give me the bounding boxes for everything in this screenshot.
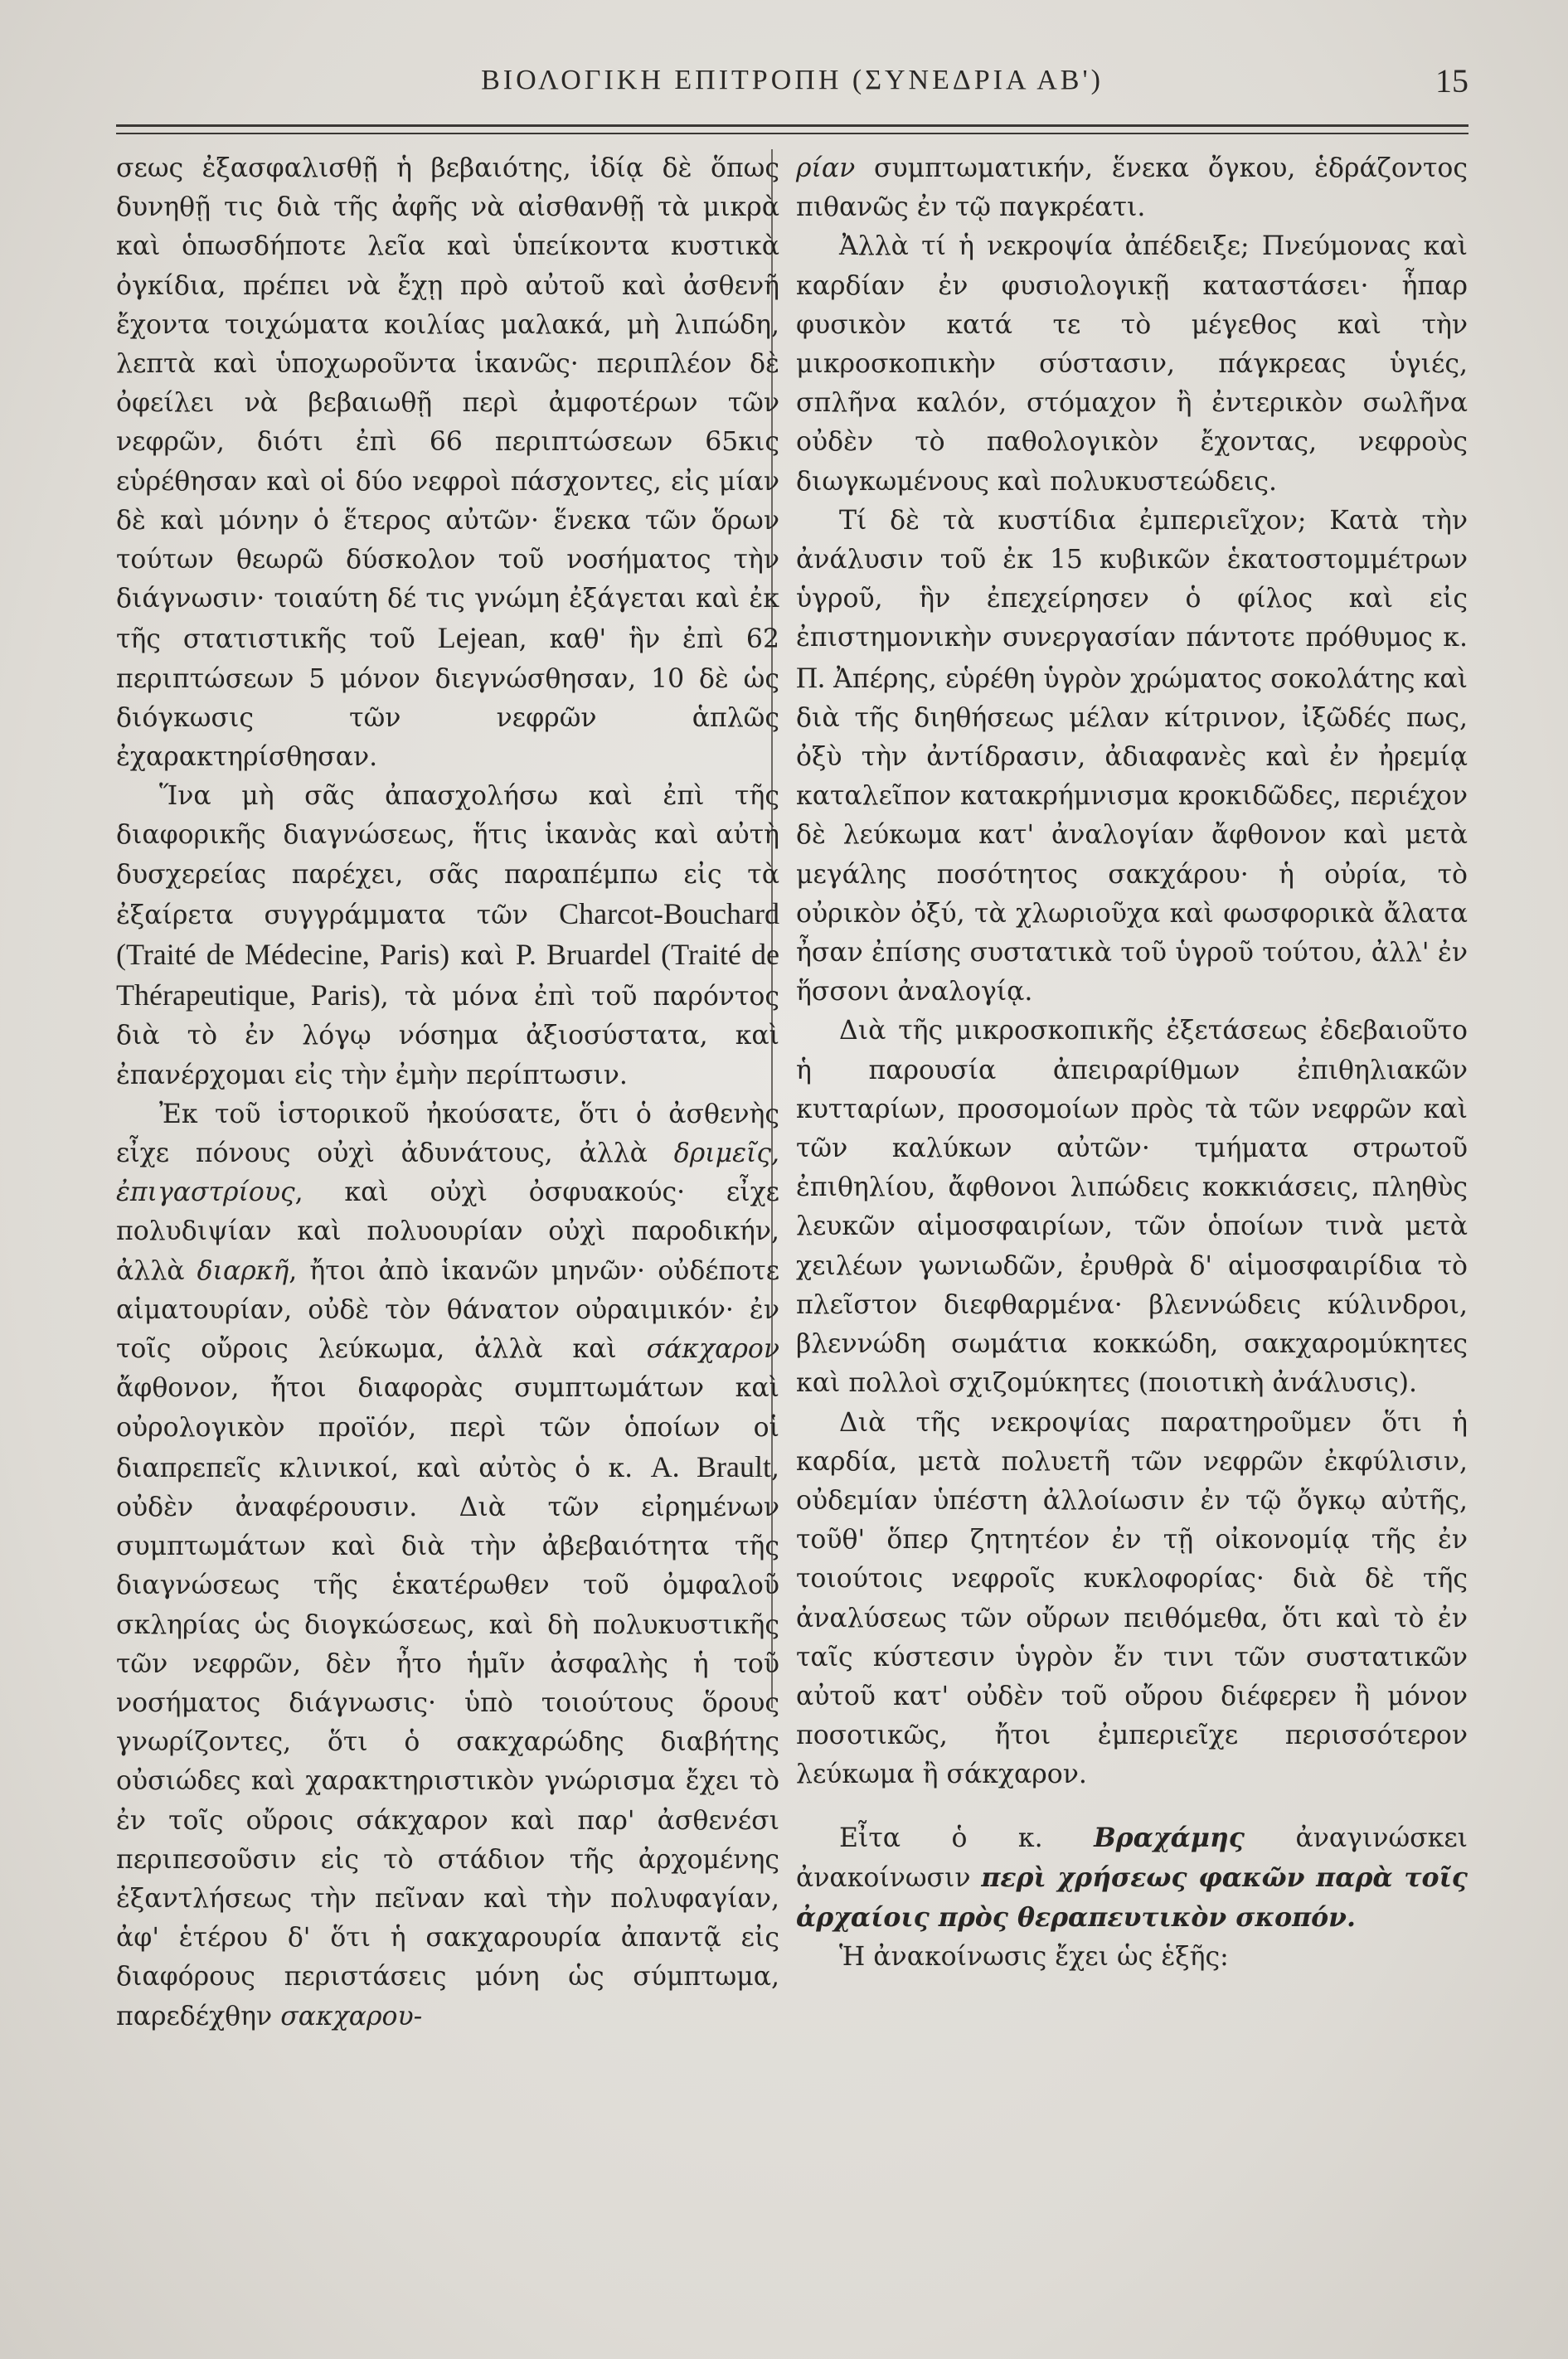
paragraph: Διὰ τῆς μικροσκοπικῆς ἐξετάσεως ἐδεβαιοῦτο ἡ παρουσία ἀπειραρίθμων ἐπιθηλιακῶν κυτταρίων, προσομοίων πρὸς τὰ τῶν νεφρῶν καὶ τῶν καλύκων αὐτῶν· τμήματα στρωτοῦ ἐπιθηλίου, ἄφθονοι λιπώδεις κοκκιάσεις, πληθὺς λευκῶν αἱμοσφαιρίων, τῶν ὁποίων τινὰ μετὰ χειλέων γωνιωδῶν, ἐρυθρὰ δ' αἱμοσφαιρίδια τὸ πλεῖστον διεφθαρμένα· βλεννώδεις κύλινδροι, βλεννώδη σωμάτια κοκκώδη, σακχαρομύκητες καὶ πολλοὶ σχιζομύκητες (ποιοτικὴ ἀνάλυσις). (796, 1016, 1468, 1399)
text-run: , οὐδὲν ἀναφέρουσιν. Διὰ τῶν εἰρημένων συμπτωμάτων καὶ διὰ τὴν ἀβεβαιότητα τῆς διαγνώσεως τῆς ἑκατέρωθεν τοῦ ὀμφαλοῦ σκληρίας ὡς διογκώσεως, καὶ δὴ πολυκυστικῆς τῶν νεφρῶν, δὲν ἦτο ἡμῖν ἀσφαλὴς ἡ τοῦ νοσήματος διάγνωσις· ὑπὸ τοιούτους ὅρους γνωρίζοντες, ὅτι ὁ σακχαρώδης διαβήτης οὐσιώδες καὶ χαρακτηριστικὸν γνώρισμα ἔχει τὸ ἐν τοῖς οὔροις σάκχαρον καὶ παρ' ἀσθενέσι περιπεσοῦσιν εἰς τὸ στάδιον τῆς ἀρχομένης ἐξαντλήσεως τὴν πεῖναν καὶ τὴν πολυφαγίαν, ἀφ' ἑτέρου δ' ὅτι ἡ σακχαρουρία ἀπαντᾷ εἰς διαφόρους περιστάσεις μόνη ὡς σύμπτωμα, παρεδέχθην (116, 1453, 780, 2031)
text-run: , τὰ μόνα ἐπὶ τοῦ παρόντος διὰ τὸ ἐν λόγῳ νόσημα ἀξιοσύστατα, καὶ ἐπανέρχομαι εἰς τὴν ἐμὴν περίπτωσιν. (116, 982, 779, 1090)
text-run: Εἶτα ὁ κ. (839, 1823, 1043, 1853)
text-run: , καθ' ἣν ἐπὶ 62 περιπτώσεων 5 μόνον διεγνώσθησαν, 10 δὲ ὡς διόγκωσις τῶν νεφρῶν ἁπλῶς ἐχαρακτηρίσθησαν. (116, 624, 779, 773)
text-run: σεως ἐξασφαλισθῇ ἡ βεβαιότης, ἰδίᾳ δὲ ὅπως δυνηθῇ τις διὰ τῆς ἀφῆς νὰ αἰσθανθῇ τὰ μικρὰ καὶ ὁπωσδήποτε λεῖα καὶ ὑπείκοντα κυστικὰ ὀγκίδια, πρέπει νὰ ἔχῃ πρὸ αὐτοῦ καὶ ἀσθενῆ ἔχοντα τοιχώματα κοιλίας μαλακά, μὴ λιπώδη, λεπτὰ καὶ ὑποχωροῦντα ἱκανῶς· περιπλέον δὲ ὀφείλει νὰ βεβαιωθῇ περὶ ἀμφοτέρων τῶν νεφρῶν, διότι ἐπὶ 66 περιπτώσεων 65κις εὑρέθησαν καὶ οἱ δύο νεφροὶ πάσχοντες, εἰς μίαν δὲ καὶ μόνην ὁ ἕτερος αὐτῶν· ἕνεκα τῶν ὅρων τούτων θεωρῶ δύσκολον τοῦ νοσήματος τὴν διάγνωσιν· τοιαύτη δέ τις γνώμη ἐξάγεται καὶ ἐκ τῆς στατιστικῆς τοῦ (116, 153, 779, 655)
italic-term: διαρκῆ (197, 1255, 289, 1286)
page-number: 15 (1435, 62, 1468, 100)
latin-name: A. Brault (650, 1449, 771, 1483)
page-header (116, 58, 1468, 108)
text-run: Ἐκ τοῦ ἱστορικοῦ ἠκούσατε, ὅτι ὁ ἀσθενὴς εἶχε πόνους οὐχὶ ἀδυνάτους, ἀλλὰ (116, 1099, 779, 1169)
latin-name: Lejean (437, 621, 519, 655)
text-run: συμπτωματικήν, ἕνεκα ὄγκου, ἑδράζοντος πιθανῶς ἐν τῷ παγκρέατι. (796, 153, 1468, 223)
text-run: Τί δὲ τὰ κυστίδια ἐμπεριεῖχον; Κατὰ τὴν ἀνάλυσιν τοῦ ἐκ 15 κυβικῶν ἑκατοστομμέτρων ὑγροῦ, ἣν ἐπεχείρησεν ὁ φίλος καὶ εἰς ἐπιστημονικὴν συνεργασίαν πάντοτε πρόθυμος κ. (796, 505, 1468, 653)
paragraph (796, 1818, 1468, 1939)
text-run: , καὶ οὐχὶ ὀσφυακούς· εἶχε πολυδιψίαν καὶ πολυουρίαν οὐχὶ παροδικήν, ἀλλὰ (116, 1177, 779, 1286)
italic-term: ρίαν (796, 153, 856, 183)
paragraph-gap (796, 1795, 1468, 1818)
text-run: Ἵνα μὴ σᾶς ἀπασχολήσω καὶ ἐπὶ τῆς διαφορικῆς διαγνώσεως, ἥτις ἱκανὰς καὶ αὐτὴ δυσχερείας παρέχει, σᾶς παραπέμπω εἰς τὰ ἐξαίρετα συγγράμματα τῶν (116, 781, 779, 930)
paragraph (116, 149, 779, 777)
paragraph (116, 777, 779, 1095)
running-title: ΒΙΟΛΟΓΙΚΗ ΕΠΙΤΡΟΠΗ (ΣΥΝΕΔΡΙΑ ΑΒ') (481, 65, 1104, 95)
text-run: Ἀπέρης, εὑρέθη ὑγρὸν χρώματος σοκολάτης καὶ διὰ τῆς διηθήσεως μέλαν κίτρινον, ἰξῶδές πως, ὀξὺ τὴν ἀντίδρασιν, ἀδιαφανὲς καὶ ἐν ἠρεμίᾳ καταλεῖπον κατακρήμνισμα κροκιδῶδες, περιέχον δὲ λεύκωμα κατ' ἀναλογίαν ἄφθονον καὶ μετὰ μεγάλης ποσότητος σακχάρου· ἡ οὐρία, τὸ οὐρικὸν ὀξύ, τὰ χλωριοῦχα καὶ φωσφορικὰ ἄλατα ἦσαν ἐπίσης συστατικὰ τοῦ ὑγροῦ τούτου, ἀλλ' ἐν ἥσσονι ἀναλογίᾳ. (796, 663, 1468, 1007)
paragraph: Ἀλλὰ τί ἡ νεκροψία ἀπέδειξε; Πνεύμονας καὶ καρδίαν ἐν φυσιολογικῇ καταστάσει· ἧπαρ φυσικὸν κατά τε τὸ μέγεθος καὶ τὴν μικροσκοπικὴν σύστασιν, πάγκρεας ὑγιές, σπλῆνα καλόν, στόμαχον ἢ ἐντερικὸν σωλῆνα οὐδὲν τὸ παθολογικὸν ἔχοντας, νεφροὺς διωγκωμένους καὶ πολυκυστεώδεις. (796, 231, 1468, 497)
italic-term: δριμεῖς, ἐπιγαστρίους (116, 1138, 779, 1208)
paragraph: Ἡ ἀνακοίνωσις ἔχει ὡς ἑξῆς: (839, 1942, 1229, 1973)
paragraph (796, 502, 1468, 1012)
paragraph (796, 149, 1468, 227)
speaker-name: Βραχάμης (1094, 1822, 1245, 1853)
header-rule-top (116, 124, 1468, 127)
text-run: ἀναγινώσκει ἀνακοίνωσιν (796, 1823, 1468, 1893)
communication-title: περὶ χρήσεως φακῶν παρὰ τοῖς ἀρχαίοις πρὸς θεραπευτικὸν σκοπόν. (796, 1861, 1468, 1933)
paragraph: Διὰ τῆς νεκροψίας παρατηροῦμεν ὅτι ἡ καρδία, μετὰ πολυετῆ τῶν νεφρῶν ἐκφύλισιν, οὐδεμίαν ὑπέστη ἀλλοίωσιν ἐν τῷ ὄγκῳ αὐτῆς, τοῦθ' ὅπερ ζητητέον ἐν τῇ οἰκονομίᾳ τῆς ἐν τοιούτοις νεφροῖς κυκλοφορίας· διὰ δὲ τῆς ἀναλύσεως τῶν οὔρων πειθόμεθα, ὅτι καὶ τὸ ἐν ταῖς κύστεσιν ὑγρὸν ἔν τινι τῶν συστατικῶν αὐτοῦ κατ' οὐδὲν τοῦ οὔρου διέφερεν ἢ μόνον ποσοτικῶς, ἤτοι ἐμπεριεῖχε περισσότερον λεύκωμα ἢ σάκχαρον. (796, 1407, 1468, 1790)
paragraph (116, 1095, 779, 2036)
latin-citation: Charcot-Bouchard (Traité de Médecine, Paris) (116, 896, 779, 972)
text-run: ἄφθονον, ἤτοι διαφορὰς συμπτωμάτων καὶ οὐρολογικὸν προϊόν, περὶ τῶν ὁποίων οἱ διαπρεπεῖς κλινικοί, καὶ αὐτὸς ὁ κ. (116, 1373, 779, 1483)
text-run: , ἤτοι ἀπὸ ἱκανῶν μηνῶν· οὐδέποτε αἱματουρίαν, οὐδὲ τὸν θάνατον οὐραιμικόν· ἐν τοῖς οὔροις λεύκωμα, ἀλλὰ καὶ (116, 1255, 780, 1365)
left-column (116, 149, 779, 2036)
latin-citation: P. Bruardel (Traité de Thérapeutique, Paris) (116, 938, 779, 1012)
text-run: καὶ (460, 941, 505, 972)
header-rule-bottom (116, 133, 1468, 134)
italic-term: σάκχαρον (646, 1334, 780, 1365)
italic-term: σακχαρου- (280, 2001, 423, 2031)
initial: Π. (796, 660, 825, 694)
right-column (796, 149, 1468, 1977)
